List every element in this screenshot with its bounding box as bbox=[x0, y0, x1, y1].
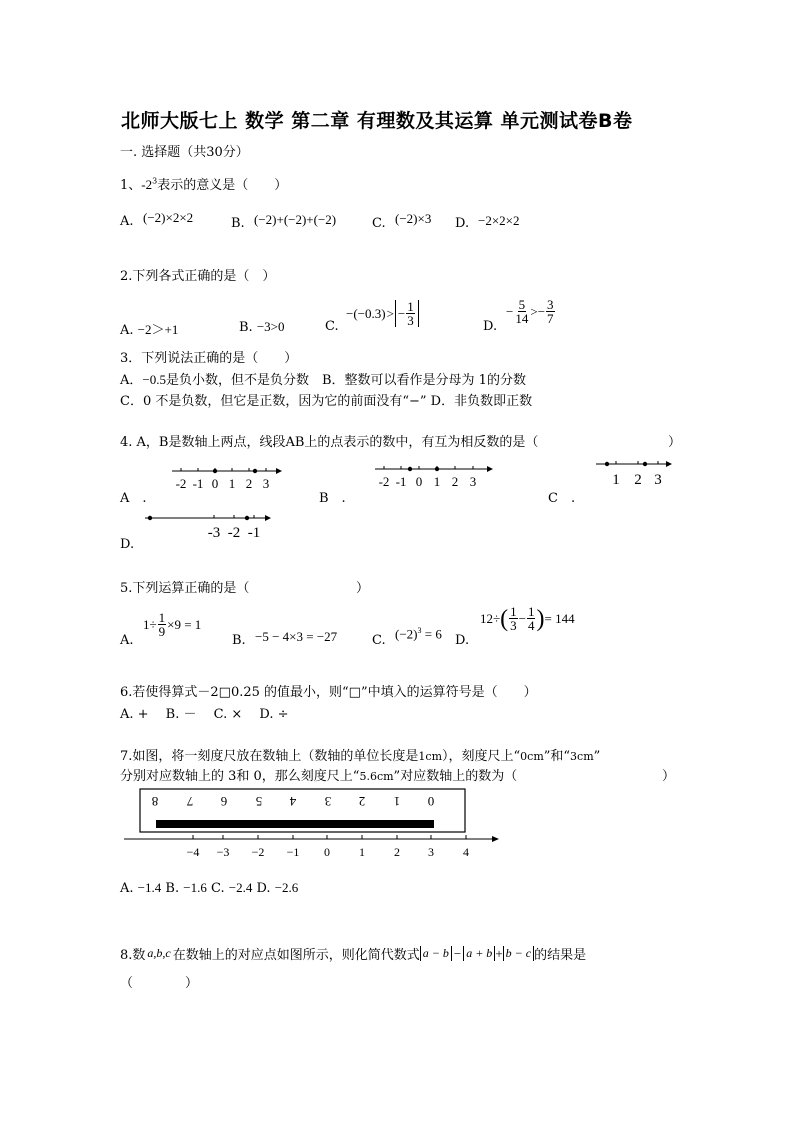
ruler-number: 2 bbox=[358, 794, 366, 809]
tick-label: -1 bbox=[247, 525, 261, 541]
axis-number: 0 bbox=[324, 845, 330, 859]
q5-option-d-expr: 12÷ ( $\frac{1}{3}$ − $\frac{1}{4}$ ) = 144 bbox=[480, 604, 575, 633]
q5-option-c-label[interactable]: C. bbox=[372, 633, 386, 648]
tick-label: -1 bbox=[192, 476, 204, 491]
tick-label: 1 bbox=[228, 476, 236, 491]
question-2-stem: 2.下列各式正确的是（ ） bbox=[120, 269, 276, 284]
q2-option-d-expr: − $\frac{5}{14}$ > − $\frac{3}{7}$ bbox=[506, 297, 554, 326]
axis-number: −1 bbox=[286, 845, 300, 859]
q1-text: 表示的意义是（ ） bbox=[157, 178, 288, 193]
tick-label: -1 bbox=[395, 474, 407, 489]
axis-number: −4 bbox=[186, 845, 200, 859]
q4-numberline-b bbox=[371, 458, 497, 494]
q2-option-a[interactable]: A. −2＞+1 bbox=[120, 322, 179, 338]
axis-number: 1 bbox=[359, 845, 365, 859]
question-8-line-1: 8.数 a,b,c 在数轴上的对应点如图所示，则化简代数式 a − b − a + b + b − c 的结果是 bbox=[120, 945, 587, 963]
q4-option-c[interactable]: C . bbox=[548, 491, 576, 506]
tick-label: 2 bbox=[451, 474, 459, 489]
q1-option-d[interactable]: D. bbox=[455, 216, 470, 231]
axis-number: −2 bbox=[251, 845, 265, 859]
q1-option-a-expr: (−2)×2×2 bbox=[143, 210, 194, 225]
q4-option-b[interactable]: B . bbox=[319, 491, 346, 506]
q3-line-1[interactable]: A．−0.5是负小数，但不是负分数 B．整数可以看作是分母为 1的分数 bbox=[120, 372, 526, 388]
q4-stem-end: ） bbox=[668, 435, 682, 450]
axis-number: 3 bbox=[428, 845, 434, 859]
q1-option-b-expr: (−2)+(−2)+(−2) bbox=[254, 212, 337, 227]
q4-numberline-c bbox=[594, 454, 676, 490]
question-6-stem: 6.若使得算式－2□0.25 的值最小，则“□”中填入的运算符号是（ ） bbox=[120, 685, 537, 700]
q4-numberline-d bbox=[141, 508, 273, 544]
q1-option-b[interactable]: B. bbox=[231, 216, 245, 231]
question-7-line-1: 7.如图，将一刻度尺放在数轴上（数轴的单位长度是1cm），刻度尺上“0cm”和“3cm” bbox=[120, 749, 601, 764]
q3-line-2[interactable]: C．0 不是负数，但它是正数，因为它的前面没有“−” D．非负数即正数 bbox=[120, 394, 533, 409]
q7-stem-end: ） bbox=[662, 769, 676, 784]
tick-label: 2 bbox=[245, 476, 253, 491]
q5-option-c-expr: $(-2)^3 = 6$ bbox=[395, 626, 442, 642]
axis-number: 4 bbox=[463, 845, 469, 859]
q2-option-c-label[interactable]: C. bbox=[325, 319, 339, 334]
q4-option-a[interactable]: A . bbox=[120, 491, 147, 506]
tick-label: 0 bbox=[415, 474, 423, 489]
ruler-number: 6 bbox=[220, 794, 228, 809]
ruler-bar bbox=[156, 820, 434, 828]
tick-label: 2 bbox=[634, 472, 642, 488]
ruler-number: 3 bbox=[324, 794, 332, 809]
q2-option-c-expr: −(−0.3) > − $\frac{1}{3}$ bbox=[346, 300, 419, 327]
section-heading: 一. 选择题（共30分） bbox=[120, 145, 249, 160]
tick-label: 1 bbox=[433, 474, 441, 489]
q2-option-b[interactable]: B. −3>0 bbox=[239, 319, 285, 335]
q4-numberline-a bbox=[168, 460, 284, 496]
q1-option-d-expr: −2×2×2 bbox=[478, 213, 520, 228]
tick-label: 3 bbox=[654, 472, 662, 488]
ruler-number: 1 bbox=[393, 794, 401, 809]
tick-label: -2 bbox=[378, 474, 390, 489]
q5-option-b-expr: −5 − 4×3 = −27 bbox=[255, 629, 338, 644]
q1-option-c[interactable]: C. bbox=[372, 216, 386, 231]
q5-option-a-expr: 1÷ $\frac{1}{9}$ ×9 = 1 bbox=[143, 610, 202, 639]
q1-exponent: 3 bbox=[152, 176, 158, 186]
tick-label: 1 bbox=[612, 472, 620, 488]
q1-number: 1、 bbox=[120, 178, 142, 193]
ruler-number: 0 bbox=[427, 794, 435, 809]
ruler-number: 8 bbox=[151, 794, 159, 809]
q5-option-a-label[interactable]: A. bbox=[120, 633, 134, 648]
question-5-stem: 5.下列运算正确的是（ bbox=[120, 581, 250, 596]
q5-stem-end: ） bbox=[356, 581, 370, 596]
q6-options[interactable]: A. + B. － C. × D. ÷ bbox=[120, 707, 289, 722]
tick-label: 0 bbox=[211, 476, 219, 491]
q5-option-d-label[interactable]: D. bbox=[455, 633, 470, 648]
q5-option-b-label[interactable]: B. bbox=[232, 633, 246, 648]
ruler-number: 7 bbox=[186, 794, 194, 809]
q7-options[interactable]: A. −1.4 B. −1.6 C. −2.4 D. −2.6 bbox=[120, 880, 299, 896]
question-7-line-2: 分别对应数轴上的 3和 0，那么刻度尺上“5.6cm”对应数轴上的数为（ bbox=[120, 769, 518, 784]
q1-option-a[interactable]: A. bbox=[120, 214, 134, 229]
q1-base: -2 bbox=[141, 177, 153, 192]
tick-label: -2 bbox=[175, 476, 187, 491]
question-8-line-2: （ ） bbox=[120, 976, 199, 991]
axis-number: −3 bbox=[216, 845, 230, 859]
q2-option-d-label[interactable]: D. bbox=[483, 319, 498, 334]
q7-ruler-figure bbox=[120, 786, 506, 864]
tick-label: 3 bbox=[262, 476, 270, 491]
q4-option-d[interactable]: D. bbox=[120, 537, 135, 552]
q1-option-c-expr: (−2)×3 bbox=[395, 211, 432, 226]
tick-label: -2 bbox=[227, 525, 241, 541]
tick-label: 3 bbox=[469, 474, 477, 489]
axis-number: 2 bbox=[394, 845, 400, 859]
ruler-number: 5 bbox=[255, 794, 263, 809]
tick-label: -3 bbox=[207, 525, 221, 541]
question-1-stem bbox=[120, 174, 287, 193]
question-4-stem: 4. A，B是数轴上两点，线段AB上的点表示的数中，有互为相反数的是（ bbox=[120, 435, 539, 450]
question-3-stem: 3．下列说法正确的是（ ） bbox=[120, 351, 298, 366]
ruler-number: 4 bbox=[289, 794, 297, 809]
document-title: 北师大版七上 数学 第二章 有理数及其运算 单元测试卷B卷 bbox=[121, 110, 633, 132]
